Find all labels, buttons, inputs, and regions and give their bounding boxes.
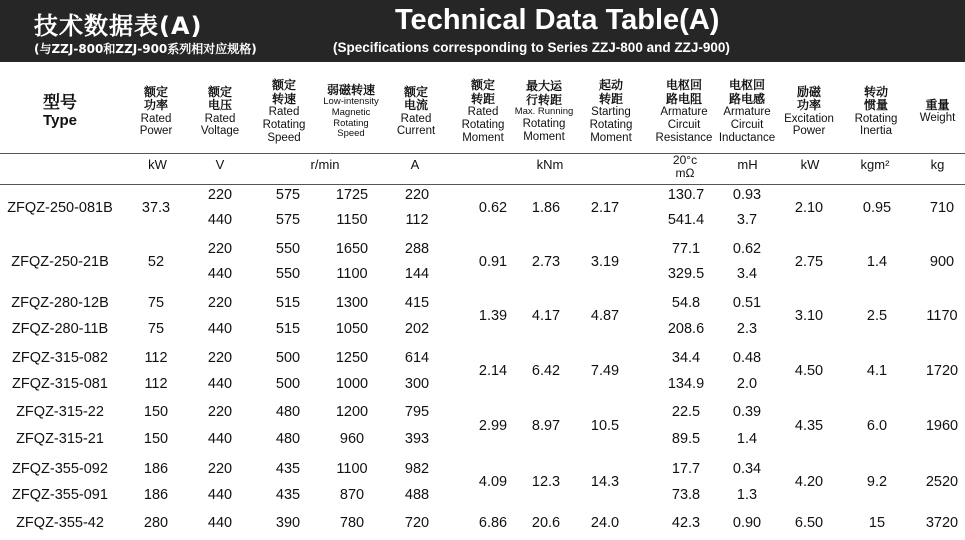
chinese-subtitle: (与ZZJ-800和ZZJ-900系列相对应规格): [34, 42, 257, 56]
armature-inductance: 0.51: [732, 295, 762, 311]
excitation-power: 2.75: [794, 253, 824, 270]
starting-moment: 2.17: [590, 199, 620, 216]
column-header-en: Armature: [660, 106, 708, 119]
armature-resistance: 22.5: [671, 404, 701, 420]
column-header-cn: 额定 电流: [403, 84, 428, 113]
rated-voltage: 220: [207, 404, 233, 420]
low-intensity-speed: 960: [339, 431, 365, 447]
armature-inductance: 2.0: [736, 376, 758, 392]
model-type: ZFQZ-315-081: [12, 376, 108, 392]
column-header-en: Resistance: [655, 131, 713, 144]
excitation-power: 4.20: [794, 474, 824, 490]
rated-current: 112: [405, 212, 429, 228]
low-intensity-speed: 1300: [335, 295, 369, 311]
model-type: ZFQZ-280-11B: [11, 321, 109, 337]
model-type: ZFQZ-250-081B: [7, 199, 113, 216]
rated-speed: 480: [275, 431, 301, 447]
column-header-cn: 型号: [43, 93, 77, 114]
column-header-0: [0, 70, 120, 154]
weight: 1720: [925, 363, 959, 379]
unit-power: kW: [148, 157, 167, 172]
rated-current: 982: [404, 461, 430, 477]
column-header-en: Excitation: [784, 112, 834, 125]
rated-voltage: 440: [207, 376, 233, 392]
starting-moment: 24.0: [590, 515, 620, 531]
armature-resistance: 130.7: [667, 187, 705, 203]
armature-resistance: 73.8: [671, 487, 701, 503]
column-header-cn: 额定 转距: [470, 78, 495, 106]
english-title: Technical Data Table(A): [395, 4, 720, 36]
unit-resistance-temp: 20°c: [672, 153, 698, 167]
column-header-en: Moment: [590, 131, 632, 144]
column-header-cn: 弱磁转速: [326, 83, 375, 98]
armature-resistance: 329.5: [667, 266, 705, 282]
weight: 1170: [926, 308, 958, 324]
max-running-moment: 6.42: [531, 363, 561, 379]
rated-power: 150: [143, 404, 169, 420]
chinese-title: 技术数据表(A): [34, 12, 203, 40]
rated-current: 288: [404, 241, 430, 257]
max-running-moment: 12.3: [531, 474, 561, 490]
column-header-en: Rotating: [262, 119, 306, 131]
armature-resistance: 17.7: [671, 461, 701, 477]
rated-moment: 0.91: [478, 253, 508, 270]
column-header-en: Armature: [723, 106, 771, 119]
column-header-en: Rated: [400, 112, 432, 125]
model-type: ZFQZ-355-42: [16, 515, 104, 531]
column-header-1: [132, 70, 180, 154]
armature-inductance: 0.34: [732, 461, 762, 477]
model-type: ZFQZ-355-091: [12, 487, 108, 503]
column-header-en: Moment: [462, 131, 504, 144]
column-header-en: Circuit: [667, 119, 701, 131]
column-header-cn: 电枢回 路电阻: [665, 78, 702, 106]
starting-moment: 14.3: [590, 474, 620, 490]
excitation-power: 3.10: [794, 308, 824, 324]
rated-current: 720: [404, 515, 430, 531]
armature-inductance: 0.62: [732, 241, 762, 257]
unit-resistance: mΩ: [675, 166, 695, 180]
rotating-inertia: 9.2: [866, 474, 888, 490]
armature-inductance: 0.48: [732, 350, 762, 366]
max-running-moment: 2.73: [531, 253, 561, 270]
low-intensity-speed: 1650: [335, 241, 369, 257]
rated-moment: 1.39: [478, 308, 508, 324]
starting-moment: 3.19: [590, 253, 620, 270]
rated-power: 280: [143, 515, 169, 531]
model-type: ZFQZ-315-21: [16, 431, 104, 447]
low-intensity-speed: 870: [339, 487, 365, 503]
column-header-cn: 额定 功率: [143, 84, 168, 113]
rated-voltage: 440: [207, 431, 233, 447]
armature-resistance: 42.3: [671, 515, 701, 531]
armature-resistance: 77.1: [671, 241, 701, 257]
unit-moment: kNm: [536, 157, 564, 172]
max-running-moment: 20.6: [531, 515, 561, 531]
max-running-moment: 4.17: [531, 308, 561, 324]
unit-inertia: kgm²: [860, 157, 890, 172]
column-header-en: Voltage: [200, 125, 240, 138]
armature-resistance: 89.5: [671, 431, 701, 447]
column-header-cn: 转动 惯量: [863, 84, 888, 113]
rated-voltage: 440: [207, 515, 233, 531]
rotating-inertia: 6.0: [866, 417, 888, 434]
excitation-power: 4.35: [794, 417, 824, 434]
low-intensity-speed: 1250: [335, 350, 369, 366]
title-banner: [0, 0, 965, 62]
rated-moment: 2.99: [478, 417, 508, 434]
unit-current: A: [410, 157, 420, 172]
armature-inductance: 0.39: [732, 404, 762, 420]
rated-voltage: 220: [207, 187, 233, 203]
rated-power: 75: [147, 295, 165, 311]
column-header-en: Type: [43, 112, 77, 130]
rotating-inertia: 0.95: [862, 199, 892, 216]
rated-power: 37.3: [141, 199, 171, 216]
armature-inductance: 0.90: [732, 515, 762, 531]
rated-voltage: 220: [207, 241, 233, 257]
column-header-en: Rated: [204, 112, 236, 125]
rated-speed: 515: [275, 321, 301, 337]
rated-power: 52: [147, 253, 165, 270]
low-intensity-speed: 780: [339, 515, 365, 531]
weight: 3720: [925, 515, 959, 531]
column-header-en: Rated: [140, 112, 172, 125]
rated-moment: 0.62: [478, 199, 508, 216]
rated-power: 75: [147, 321, 165, 337]
rated-voltage: 220: [207, 461, 233, 477]
column-header-cn: 额定 电压: [207, 84, 232, 113]
column-header-13: [910, 70, 965, 154]
low-intensity-speed: 1725: [335, 187, 369, 203]
rated-speed: 575: [275, 212, 301, 228]
rated-power: 112: [144, 376, 168, 392]
rated-power: 186: [143, 487, 169, 503]
rated-voltage: 440: [207, 212, 233, 228]
excitation-power: 2.10: [794, 199, 824, 216]
column-header-cn: 最大运 行转距: [525, 79, 562, 107]
armature-inductance: 3.7: [736, 212, 758, 228]
column-header-en: Rotating: [589, 119, 633, 131]
armature-resistance: 541.4: [667, 212, 705, 228]
column-header-en: Rated: [268, 106, 300, 119]
model-type: ZFQZ-250-21B: [11, 253, 109, 270]
rated-moment: 2.14: [478, 363, 508, 379]
low-intensity-speed: 1050: [335, 321, 369, 337]
column-header-cn: 励磁 功率: [796, 84, 821, 113]
column-header-5: [393, 70, 439, 154]
column-header-11: [778, 70, 840, 154]
rated-moment: 4.09: [478, 474, 508, 490]
column-header-en: Low-intensity: [323, 96, 379, 108]
starting-moment: 7.49: [590, 363, 620, 379]
weight: 710: [929, 199, 955, 216]
rated-voltage: 440: [207, 266, 233, 282]
max-running-moment: 8.97: [531, 417, 561, 434]
column-header-en: Power: [792, 125, 826, 138]
rated-speed: 435: [275, 461, 301, 477]
column-header-cn: 额定 转速: [271, 78, 296, 106]
column-header-en: Inertia: [860, 125, 892, 138]
column-header-en: Magnetic: [331, 107, 371, 119]
column-header-en: Rated: [467, 106, 499, 119]
rated-speed: 575: [275, 187, 301, 203]
unit-inductance: mH: [737, 157, 758, 172]
armature-resistance: 134.9: [667, 376, 705, 392]
unit-weight: kg: [930, 157, 945, 172]
column-header-8: [580, 70, 642, 154]
rated-current: 202: [404, 321, 430, 337]
column-header-6: [455, 70, 511, 154]
rated-current: 300: [404, 376, 430, 392]
column-header-en: Rotating: [854, 112, 898, 125]
column-header-en: Max. Running: [514, 106, 574, 118]
model-type: ZFQZ-280-12B: [11, 295, 109, 311]
rated-current: 795: [404, 404, 430, 420]
column-header-en: Rotating: [522, 117, 566, 130]
rated-voltage: 220: [207, 295, 233, 311]
column-header-en: Speed: [337, 128, 365, 140]
rated-voltage: 440: [207, 487, 233, 503]
column-header-cn: 电枢回 路电感: [728, 78, 765, 106]
column-header-4: [318, 70, 384, 154]
column-header-en: Starting: [591, 106, 631, 119]
unit-speed: r/min: [310, 157, 340, 172]
armature-inductance: 1.4: [736, 431, 758, 447]
rotating-inertia: 4.1: [866, 363, 888, 379]
rated-speed: 550: [275, 266, 301, 282]
rated-current: 220: [404, 187, 430, 203]
armature-inductance: 0.93: [732, 187, 762, 203]
column-header-en: Power: [139, 125, 173, 138]
rated-speed: 435: [275, 487, 301, 503]
column-header-en: Speed: [267, 131, 301, 144]
rated-current: 488: [404, 487, 430, 503]
starting-moment: 10.5: [590, 417, 620, 434]
unit-voltage: V: [215, 157, 225, 172]
armature-resistance: 54.8: [671, 295, 701, 311]
column-header-en: Moment: [523, 130, 565, 143]
low-intensity-speed: 1200: [335, 404, 369, 420]
column-header-en: Circuit: [730, 119, 764, 131]
weight: 900: [929, 253, 955, 270]
rated-speed: 500: [275, 376, 301, 392]
column-header-en: Rotating: [333, 117, 369, 129]
rated-current: 393: [404, 431, 430, 447]
column-header-en: Current: [396, 125, 436, 138]
armature-inductance: 1.3: [736, 487, 758, 503]
armature-inductance: 2.3: [736, 321, 758, 337]
weight: 1960: [925, 417, 959, 434]
column-header-2: [196, 70, 244, 154]
column-header-3: [258, 70, 310, 154]
column-header-cn: 重量: [925, 97, 950, 112]
column-header-en: Inductance: [718, 131, 776, 144]
rated-current: 144: [404, 266, 430, 282]
excitation-power: 6.50: [794, 515, 824, 531]
rated-speed: 390: [275, 515, 301, 531]
low-intensity-speed: 1150: [336, 212, 368, 228]
unit-excitation: kW: [800, 157, 820, 172]
armature-resistance: 34.4: [671, 350, 701, 366]
rated-moment: 6.86: [478, 515, 508, 531]
armature-inductance: 3.4: [736, 266, 758, 282]
column-header-cn: 起动 转距: [598, 78, 623, 106]
starting-moment: 4.87: [590, 308, 620, 324]
model-type: ZFQZ-355-092: [12, 461, 108, 477]
low-intensity-speed: 1000: [335, 376, 369, 392]
excitation-power: 4.50: [794, 363, 824, 379]
column-header-7: [513, 70, 575, 154]
rated-speed: 550: [275, 241, 301, 257]
rotating-inertia: 1.4: [866, 253, 888, 270]
rotating-inertia: 15: [868, 515, 886, 531]
low-intensity-speed: 1100: [336, 266, 368, 282]
column-header-10: [718, 70, 776, 154]
weight: 2520: [925, 474, 959, 490]
armature-resistance: 208.6: [667, 321, 705, 337]
rated-power: 186: [143, 461, 169, 477]
column-header-en: Rotating: [461, 119, 505, 131]
model-type: ZFQZ-315-22: [16, 404, 104, 420]
rated-current: 614: [404, 350, 430, 366]
model-type: ZFQZ-315-082: [12, 350, 108, 366]
rotating-inertia: 2.5: [866, 308, 888, 324]
rated-voltage: 220: [207, 350, 233, 366]
column-header-9: [645, 70, 723, 154]
rated-speed: 500: [275, 350, 301, 366]
max-running-moment: 1.86: [531, 199, 561, 216]
rated-power: 150: [143, 431, 169, 447]
rated-current: 415: [404, 295, 430, 311]
low-intensity-speed: 1100: [336, 461, 368, 477]
english-subtitle: (Specifications corresponding to Series ZZJ-800 and ZZJ-900): [333, 40, 730, 55]
column-header-12: [845, 70, 907, 154]
rated-power: 112: [144, 350, 168, 366]
rated-voltage: 440: [207, 321, 233, 337]
rated-speed: 480: [275, 404, 301, 420]
rated-speed: 515: [275, 295, 301, 311]
column-header-en: Weight: [919, 112, 956, 125]
